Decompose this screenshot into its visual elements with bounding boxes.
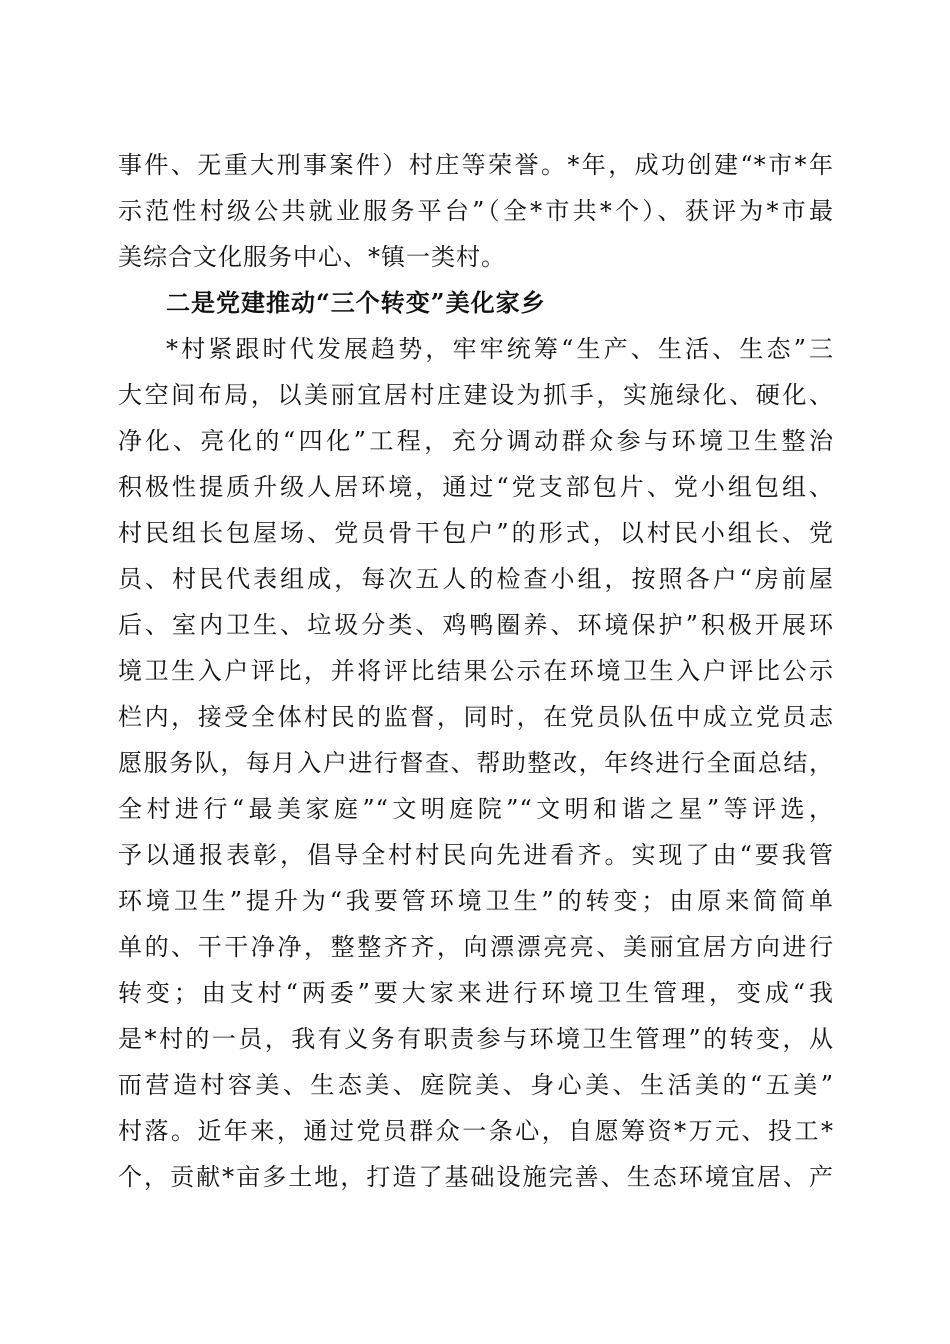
text-line: 村民组长包屋场、党员骨干包户”的形式，以村民小组长、党: [118, 519, 834, 547]
text-line: 境卫生入户评比，并将评比结果公示在环境卫生入户评比公示: [118, 657, 834, 685]
text-line: 而营造村容美、生态美、庭院美、身心美、生活美的“五美”: [118, 1071, 834, 1099]
text-line: 员、村民代表组成，每次五人的检查小组，按照各户“房前屋: [118, 565, 834, 593]
text-line: 净化、亮化的“四化”工程，充分调动群众参与环境卫生整治: [118, 427, 834, 455]
text-line: 愿服务队，每月入户进行督查、帮助整改，年终进行全面总结，: [118, 749, 834, 777]
text-line: 是*村的一员，我有义务有职责参与环境卫生管理”的转变，从: [118, 1025, 834, 1053]
text-line: 后、室内卫生、垃圾分类、鸡鸭圈养、环境保护”积极开展环: [118, 611, 834, 639]
text-line: 个，贡献*亩多土地，打造了基础设施完善、生态环境宜居、产: [118, 1163, 834, 1191]
text-line: 示范性村级公共就业服务平台”（全*市共*个）、获评为*市最: [118, 197, 834, 225]
section-heading: 二是党建推动“三个转变”美化家乡: [166, 288, 546, 317]
text-line: 事件、无重大刑事案件）村庄等荣誉。*年，成功创建“*市*年: [118, 151, 834, 179]
text-line: 美综合文化服务中心、*镇一类村。: [118, 243, 506, 271]
section-paragraph: [118, 326, 834, 1200]
text-line: 栏内，接受全体村民的监督，同时，在党员队伍中成立党员志: [118, 703, 834, 731]
text-line: 予以通报表彰，倡导全村村民向先进看齐。实现了由“要我管: [118, 841, 834, 869]
text-line: 环境卫生”提升为“我要管环境卫生”的转变；由原来简简单: [118, 887, 834, 915]
text-line: 转变；由支村“两委”要大家来进行环境卫生管理，变成“我: [118, 979, 834, 1007]
text-line: 村落。近年来，通过党员群众一条心，自愿筹资*万元、投工*: [118, 1117, 834, 1145]
text-line: 单的、干干净净，整整齐齐，向漂漂亮亮、美丽宜居方向进行: [118, 933, 834, 961]
intro-paragraph: [118, 142, 834, 280]
text-line: *村紧跟时代发展趋势，牢牢统筹“生产、生活、生态”三: [166, 335, 834, 363]
document-body: [118, 142, 834, 1200]
text-line: 大空间布局，以美丽宜居村庄建设为抓手，实施绿化、硬化、: [118, 381, 834, 409]
text-line: 全村进行“最美家庭”“文明庭院”“文明和谐之星”等评选，: [118, 795, 834, 823]
text-line: 积极性提质升级人居环境，通过“党支部包片、党小组包组、: [118, 473, 834, 501]
